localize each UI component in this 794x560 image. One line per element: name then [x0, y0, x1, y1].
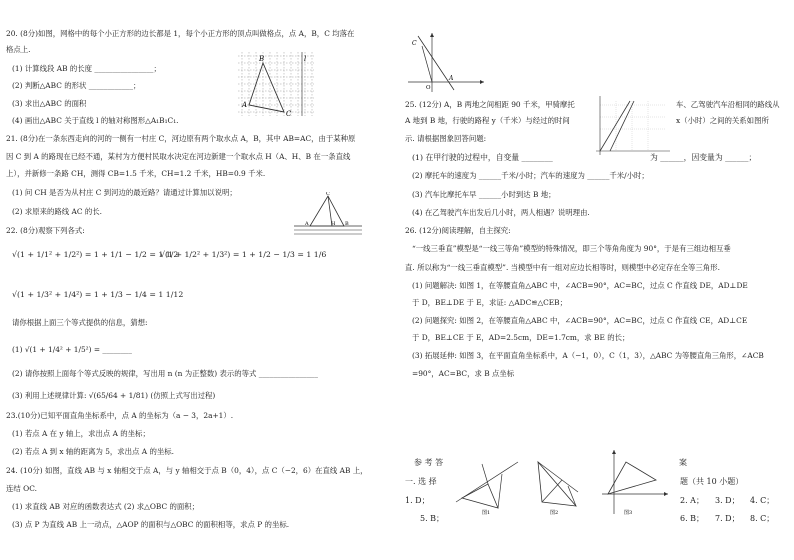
q24-stem-1: 24. (10分) 如图，直线 AB 与 x 轴相交于点 A，与 y 轴相交于点 B（0，4），点 C（−2，6）在直线 AB 上， — [6, 466, 368, 475]
q20-stem-1: 20. (8分)如图，网格中的每个小正方形的边长都是 1，每个小正方形的顶点叫做格点，点 A，B，C 均落在 — [6, 29, 355, 38]
river-label-b: B — [345, 221, 349, 227]
q26-reading-1: “一线三垂直”模型是“一线三等角”模型的特殊情况，即三个等角角度为 90°，于是有三组边相互垂 — [412, 244, 731, 253]
q20-part-4: (4) 画出△ABC 关于直线 l 的轴对称图形△A₁B₁C₁. — [12, 116, 179, 125]
answers-title-left: 参 考 答 — [414, 458, 444, 467]
q25-part-3: (3) 汽车比摩托车早 ______小时到达 B 地； — [412, 190, 556, 199]
q26-part-1b: 于 D，BE⊥DE 于 E，求证: △ADC≌△CEB； — [412, 298, 567, 307]
q26-figure-1 — [452, 456, 522, 516]
q25-part-4: (4) 在乙驾驶汽车出发后几小时，两人相遇？说明理由. — [412, 208, 590, 217]
answer-6: 6. B； — [680, 514, 705, 523]
q24-line-graph — [404, 30, 488, 94]
figure-3-caption: 图3 — [624, 510, 633, 516]
q20-stem-2: 格点上. — [6, 45, 31, 54]
q26-figure-3 — [598, 448, 670, 518]
answer-2: 2. A； — [680, 496, 704, 505]
answers-title-right: 案 — [679, 458, 687, 467]
q26-part-3b: =90°，AC=BC，求 B 点坐标 — [412, 369, 515, 378]
q25-stem-2: A 地到 B 地，行驶的路程 y（千米）与经过的时间 — [405, 116, 570, 125]
answer-4: 4. C； — [750, 496, 775, 505]
q21-stem-2: 因 C 到 A 的路现在已经不通，某村为方便村民取水决定在河边新建一个取水点 H（A、H、B 在一条直线 — [6, 152, 351, 161]
q22-formula-3: √(1 + 1/3² + 1/4²) = 1 + 1/3 − 1/4 = 1 1/12 — [12, 290, 184, 299]
graph-label-a: A — [449, 75, 454, 82]
graph-label-o: O — [426, 85, 431, 91]
q25-distance-time-graph — [586, 93, 674, 159]
q22-prompt: 请你根据上面三个等式提供的信息，猜想: — [12, 318, 148, 327]
q21-part-1: (1) 问 CH 是否为从村庄 C 到河边的最近路？请通过计算加以说明； — [12, 188, 237, 197]
river-label-c: C — [326, 192, 330, 197]
graph-label-c: C — [412, 40, 417, 47]
q20-grid-figure — [236, 50, 316, 118]
q26-reading-2: 直. 所以称为“一线三垂直模型”. 当模型中有一组对应边长相等时，则模型中必定存在全等三角形. — [405, 263, 720, 272]
q25-stem-3: 示. 请根据图象回答问题: — [405, 134, 487, 143]
grid-label-a: A — [242, 101, 248, 109]
answer-5: 5. B； — [420, 514, 445, 523]
answer-3: 3. D； — [715, 496, 740, 505]
q25-stem-1b: 车、乙驾驶汽车沿相同的路线从 — [676, 100, 780, 109]
q22-part-2: (2) 请你按照上面每个等式反映的规律，写出用 n (n 为正整数) 表示的等式 ________________ — [12, 369, 318, 378]
q23-part-2: (2) 若点 A 到 x 轴的距离为 5，求出点 A 的坐标. — [12, 447, 175, 456]
q25-part-2: (2) 摩托车的速度为 ______千米/小时；汽车的速度为 ______千米/小时； — [412, 171, 649, 180]
q21-stem-1: 21. (8分)在一条东西走向的河的一侧有一村庄 C，河边原有两个取水点 A，B，其中 AB=AC，由于某种原 — [6, 134, 356, 143]
answer-1: 1. D； — [405, 496, 430, 505]
q22-part-1: (1) √(1 + 1/4² + 1/5²) = ________ — [12, 345, 132, 354]
q22-formula-2: √(1 + 1/2² + 1/3²) = 1 + 1/2 − 1/3 = 1 1/6 — [160, 250, 327, 259]
q24-stem-2: 连结 OC. — [6, 484, 37, 493]
q25-stem-2b: x（小时）之间的关系如图所 — [676, 116, 769, 125]
q26-part-2b: 于 D，BE⊥CE 于 E，AD=2.5cm，DE=1.7cm，求 BE 的长； — [412, 333, 630, 342]
q22-stem: 22. (8分)观察下列各式: — [6, 226, 85, 235]
q20-part-3: (3) 求出△ABC 的面积 — [12, 99, 87, 108]
q26-part-2a: (2) 问题探究: 如图 2，在等腰直角△ABC 中，∠ACB=90°，AC=BC，过点 C 作直线 CE，AD⊥CE — [412, 316, 748, 325]
q22-formula-1: √(1 + 1/1² + 1/2²) = 1 + 1/1 − 1/2 = 1 1/2 — [12, 250, 179, 259]
q20-part-2: (2) 判断△ABC 的形状 ____________； — [12, 81, 141, 90]
grid-label-b: B — [259, 55, 265, 63]
figure-1-caption: 图1 — [482, 510, 491, 516]
q26-part-3a: (3) 拓展延伸: 如图 3，在平面直角坐标系中，A（−1，0），C（1，3），△ABC 为等腰直角三角形，∠ACB — [412, 351, 764, 360]
q25-stem-1: 25. (12分) A，B 两地之间相距 90 千米，甲骑摩托 — [405, 100, 575, 109]
grid-label-l: l — [304, 55, 307, 63]
answer-7: 7. D； — [715, 514, 740, 523]
figure-2-caption: 图2 — [550, 510, 559, 516]
q25-part-1: (1) 在甲行驶的过程中，自变量 ________ — [412, 153, 553, 162]
q24-part-1: (1) 求直线 AB 对应的函数表达式 (2) 求△OBC 的面积； — [12, 502, 200, 511]
q25-part-1b: 为 ______，因变量为 ______； — [650, 153, 757, 162]
answer-8: 8. C； — [750, 514, 775, 523]
grid-label-c: C — [286, 110, 292, 118]
answers-section-left: 一. 选 择 — [405, 477, 437, 486]
q22-part-3: (3) 利用上述规律计算: √(65/64 + 1/81) (仿照上式写出过程) — [12, 391, 216, 400]
q21-part-2: (2) 求原来的路线 AC 的长. — [12, 207, 102, 216]
q26-part-1a: (1) 问题解决: 如图 1，在等腰直角△ABC 中，∠ACB=90°，AC=BC，过点 C 作直线 DE，AD⊥DE — [412, 281, 748, 290]
q23-stem: 23.(10分)已知平面直角坐标系中，点 A 的坐标为（a − 3，2a+1）. — [6, 411, 234, 420]
q23-part-1: (1) 若点 A 在 y 轴上，求出点 A 的坐标； — [12, 429, 150, 438]
q21-stem-3: 上），并新修一条路 CH，测得 CB=1.5 千米，CH=1.2 千米，HB=0.9 千米. — [6, 169, 266, 178]
answers-section-right: 题（共 10 小题） — [680, 477, 744, 486]
river-label-h: H — [331, 221, 336, 227]
river-label-a: A — [305, 221, 309, 227]
q21-river-figure — [292, 192, 364, 238]
q26-figure-2 — [528, 456, 588, 516]
q24-part-2: (3) 点 P 为直线 AB 上一动点，△AOP 的面积与△OBC 的面积相等，求点 P 的坐标. — [12, 520, 290, 529]
q26-stem: 26. (12分)阅读理解，自主探究: — [405, 226, 511, 235]
q20-part-1: (1) 计算线段 AB 的长度 ________________； — [12, 64, 161, 73]
